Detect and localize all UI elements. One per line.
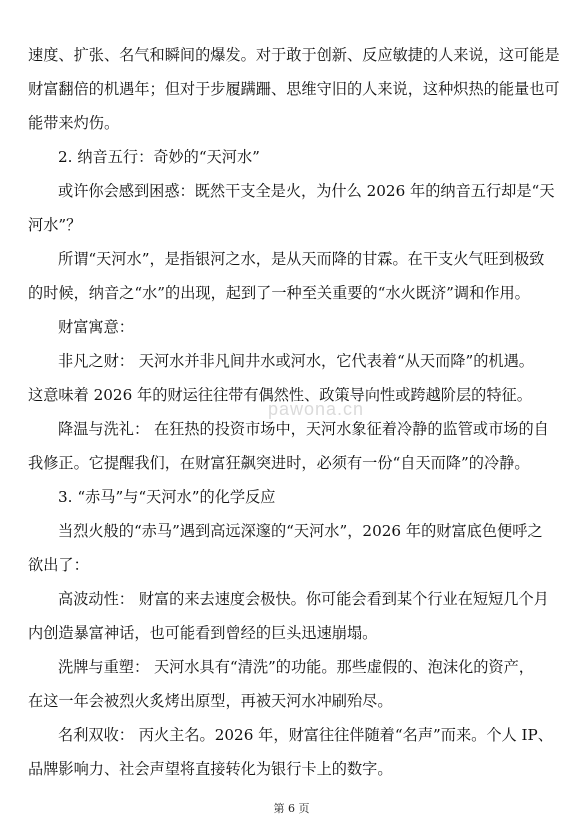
text-line: 欲出了： xyxy=(28,556,89,574)
text-line: 所谓“天河水”，是指银河之水，是从天而降的甘霖。在干支火气旺到极致 xyxy=(58,250,545,268)
paragraph-cooling xyxy=(28,412,558,480)
text-line: 这意味着 2026 年的财运往往带有偶然性、政策导向性或跨越阶层的特征。 xyxy=(28,386,532,404)
subheading: 财富寓意： xyxy=(58,318,134,336)
section-heading-2 xyxy=(28,140,558,174)
paragraph-reshuffle xyxy=(28,650,558,718)
watermark: pawona.cn xyxy=(268,399,365,419)
text-line: 非凡之财： 天河水并非凡间井水或河水，它代表着“从天而降”的机遇。 xyxy=(58,352,534,370)
text-line: 我修正。它提醒我们，在财富狂飙突进时，必须有一份“自天而降”的冷静。 xyxy=(28,454,530,472)
paragraph-wealth-meaning xyxy=(28,310,558,344)
text-line: 河水”？ xyxy=(28,216,82,234)
text-line: 内创造暴富神话，也可能看到曾经的巨头迅速崩塌。 xyxy=(28,624,378,642)
paragraph-question xyxy=(28,174,558,242)
paragraph-intro-continued xyxy=(28,38,558,140)
text-line: 的时候，纳音之“水”的出现，起到了一种至关重要的“水火既济”调和作用。 xyxy=(28,284,530,302)
text-line: 降温与洗礼： 在狂热的投资市场中，天河水象征着冷静的监管或市场的自 xyxy=(58,420,549,438)
section-heading: 3. “赤马”与“天河水”的化学反应 xyxy=(58,488,276,506)
paragraph-fame-fortune xyxy=(28,718,558,786)
text-line: 财富翻倍的机遇年；但对于步履蹒跚、思维守旧的人来说，这种炽热的能量也可 xyxy=(28,80,560,98)
text-line: 能带来灼伤。 xyxy=(28,114,120,132)
paragraph-definition xyxy=(28,242,558,310)
section-heading: 2. 纳音五行：奇妙的“天河水” xyxy=(58,148,260,166)
text-line: 品牌影响力、社会声望将直接转化为银行卡上的数字。 xyxy=(28,760,393,778)
text-line: 速度、扩张、名气和瞬间的爆发。对于敢于创新、反应敏捷的人来说，这可能是 xyxy=(28,46,560,64)
text-line: 洗牌与重塑： 天河水具有“清洗”的功能。那些虚假的、泡沫化的资产， xyxy=(58,658,534,676)
text-line: 或许你会感到困惑：既然干支全是火，为什么 2026 年的纳音五行却是“天 xyxy=(58,182,555,200)
section-heading-3 xyxy=(28,480,558,514)
text-line: 在这一年会被烈火炙烤出原型，再被天河水冲刷殆尽。 xyxy=(28,692,393,710)
paragraph-reaction xyxy=(28,514,558,582)
text-line: 高波动性： 财富的来去速度会极快。你可能会看到某个行业在短短几个月 xyxy=(58,590,549,608)
text-line: 当烈火般的“赤马”遇到高远深邃的“天河水”，2026 年的财富底色便呼之 xyxy=(58,522,543,540)
text-line: 名利双收： 丙火主名。2026 年，财富往往伴随着“名声”而来。个人 IP、 xyxy=(58,726,553,744)
paragraph-volatility xyxy=(28,582,558,650)
page-number: 第 6 页 xyxy=(273,802,310,815)
